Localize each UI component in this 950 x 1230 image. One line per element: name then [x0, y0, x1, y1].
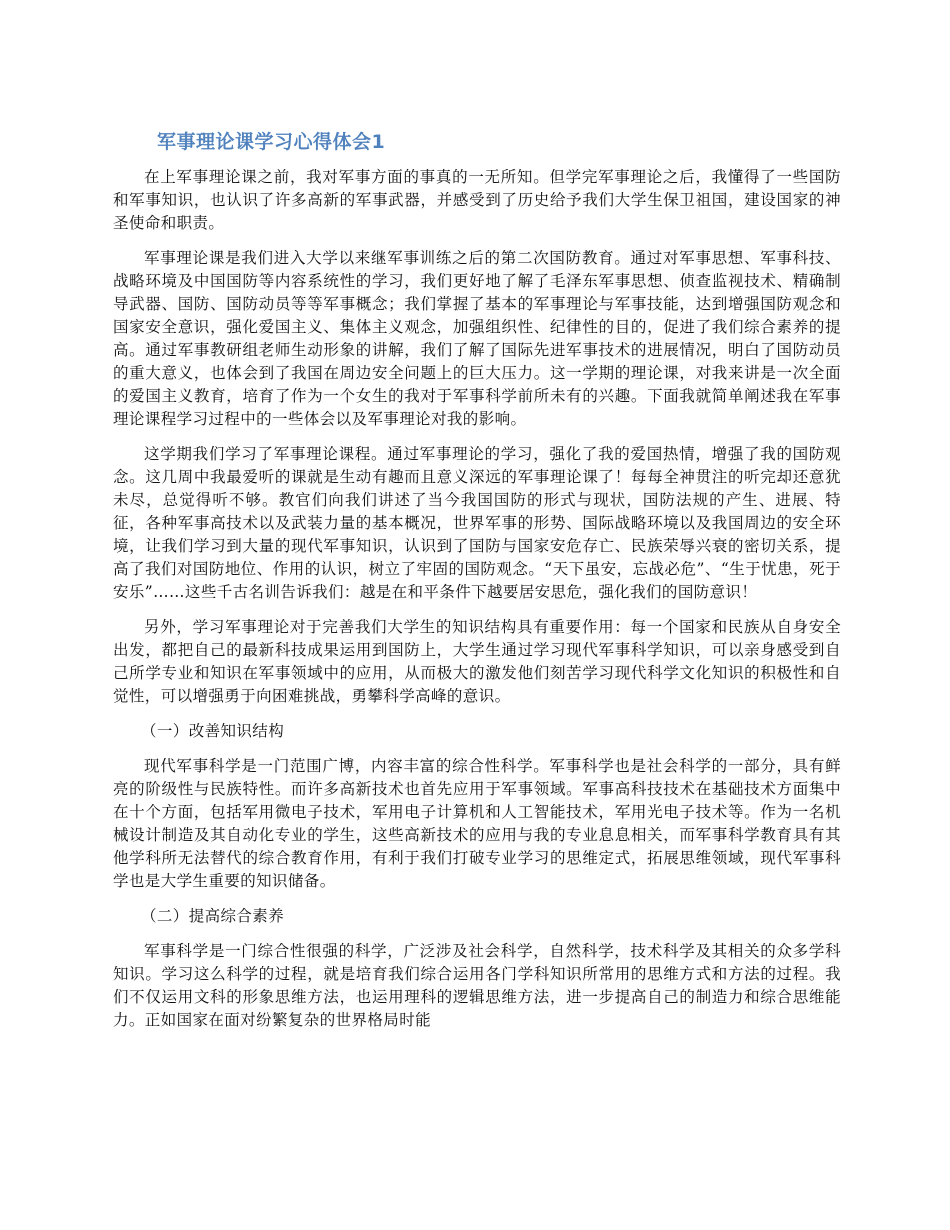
document-body: [113, 128, 841, 1032]
paragraph-knowledge-structure: 另外，学习军事理论对于完善我们大学生的知识结构具有重要作用：每一个国家和民族从自身安全出发，都把自己的最新科技成果运用到国防上，大学生通过学习现代军事科学知识，可以亲身感受到自己所学专业和知识在军事领域中的应用，从而极大的激发他们刻苦学习现代科学文化知识的积极性和自觉性，可以增强勇于向困难挑战，勇攀科学高峰的意识。: [113, 618, 841, 705]
section-heading-improve-knowledge: （一）改善知识结构: [141, 722, 285, 740]
paragraph-section-2: 军事科学是一门综合性很强的科学，广泛涉及社会科学，自然科学，技术科学及其相关的众多学科知识。学习这么科学的过程，就是培育我们综合运用各门学科知识所常用的思维方式和方法的过程。我们不仅运用文科的形象思维方法，也运用理科的逻辑思维方法，进一步提高自己的制造力和综合思维能力。正如国家在面对纷繁复杂的世界格局时能: [113, 942, 841, 1029]
paragraph-semester-study: 这学期我们学习了军事理论课程。通过军事理论的学习，强化了我的爱国热情，增强了我的国防观念。这几周中我最爱听的课就是生动有趣而且意义深远的军事理论课了！每每全神贯注的听完却还意犹未尽，总觉得听不够。教官们向我们讲述了当今我国国防的形式与现状，国防法规的产生、进展、特征，各种军事高技术以及武装力量的基本概况，世界军事的形势、国际战略环境以及我国周边的安全环境，让我们学习到大量的现代军事知识，认识到了国防与国家安危存亡、民族荣辱兴衰的密切关系，提高了我们对国防地位、作用的认识，树立了牢固的国防观念。“天下虽安，忘战必危”、“生于忧患，死于安乐”……这些千古名训告诉我们：越是在和平条件下越要居安思危，强化我们的国防意识！: [113, 445, 841, 601]
paragraph-intro: 在上军事理论课之前，我对军事方面的事真的一无所知。但学完军事理论之后，我懂得了一些国防和军事知识，也认识了许多高新的军事武器，并感受到了历史给予我们大学生保卫祖国，建设国家的神圣使命和职责。: [113, 168, 841, 232]
document-title: 军事理论课学习心得体会1: [157, 131, 386, 153]
paragraph-course-overview: 军事理论课是我们进入大学以来继军事训练之后的第二次国防教育。通过对军事思想、军事科技、战略环境及中国国防等内容系统性的学习，我们更好地了解了毛泽东军事思想、侦查监视技术、精确制导武器、国防、国防动员等等军事概念；我们掌握了基本的军事理论与军事技能，达到增强国防观念和国家安全意识，强化爱国主义、集体主义观念，加强组织性、纪律性的目的，促进了我们综合素养的提高。通过军事教研组老师生动形象的讲解，我们了解了国际先进军事技术的进展情况，明白了国防动员的重大意义，也体会到了我国在周边安全问题上的巨大压力。这一学期的理论课，对我来讲是一次全面的爱国主义教育，培育了作为一个女生的我对于军事科学前所未有的兴趣。下面我就简单阐述我在军事理论课程学习过程中的一些体会以及军事理论对我的影响。: [113, 249, 841, 428]
section-heading-improve-quality: （二）提高综合素养: [141, 907, 285, 925]
paragraph-section-1: 现代军事科学是一门范围广博，内容丰富的综合性科学。军事科学也是社会科学的一部分，具有鲜亮的阶级性与民族特性。而许多高新技术也首先应用于军事领域。军事高科技技术在基础技术方面集中在十个方面，包括军用微电子技术，军用电子计算机和人工智能技术，军用光电子技术等。作为一名机械设计制造及其自动化专业的学生，这些高新技术的应用与我的专业息息相关，而军事科学教育具有其他学科所无法替代的综合教育作用，有利于我们打破专业学习的思维定式，拓展思维领域，现代军事科学也是大学生重要的知识储备。: [113, 757, 841, 890]
